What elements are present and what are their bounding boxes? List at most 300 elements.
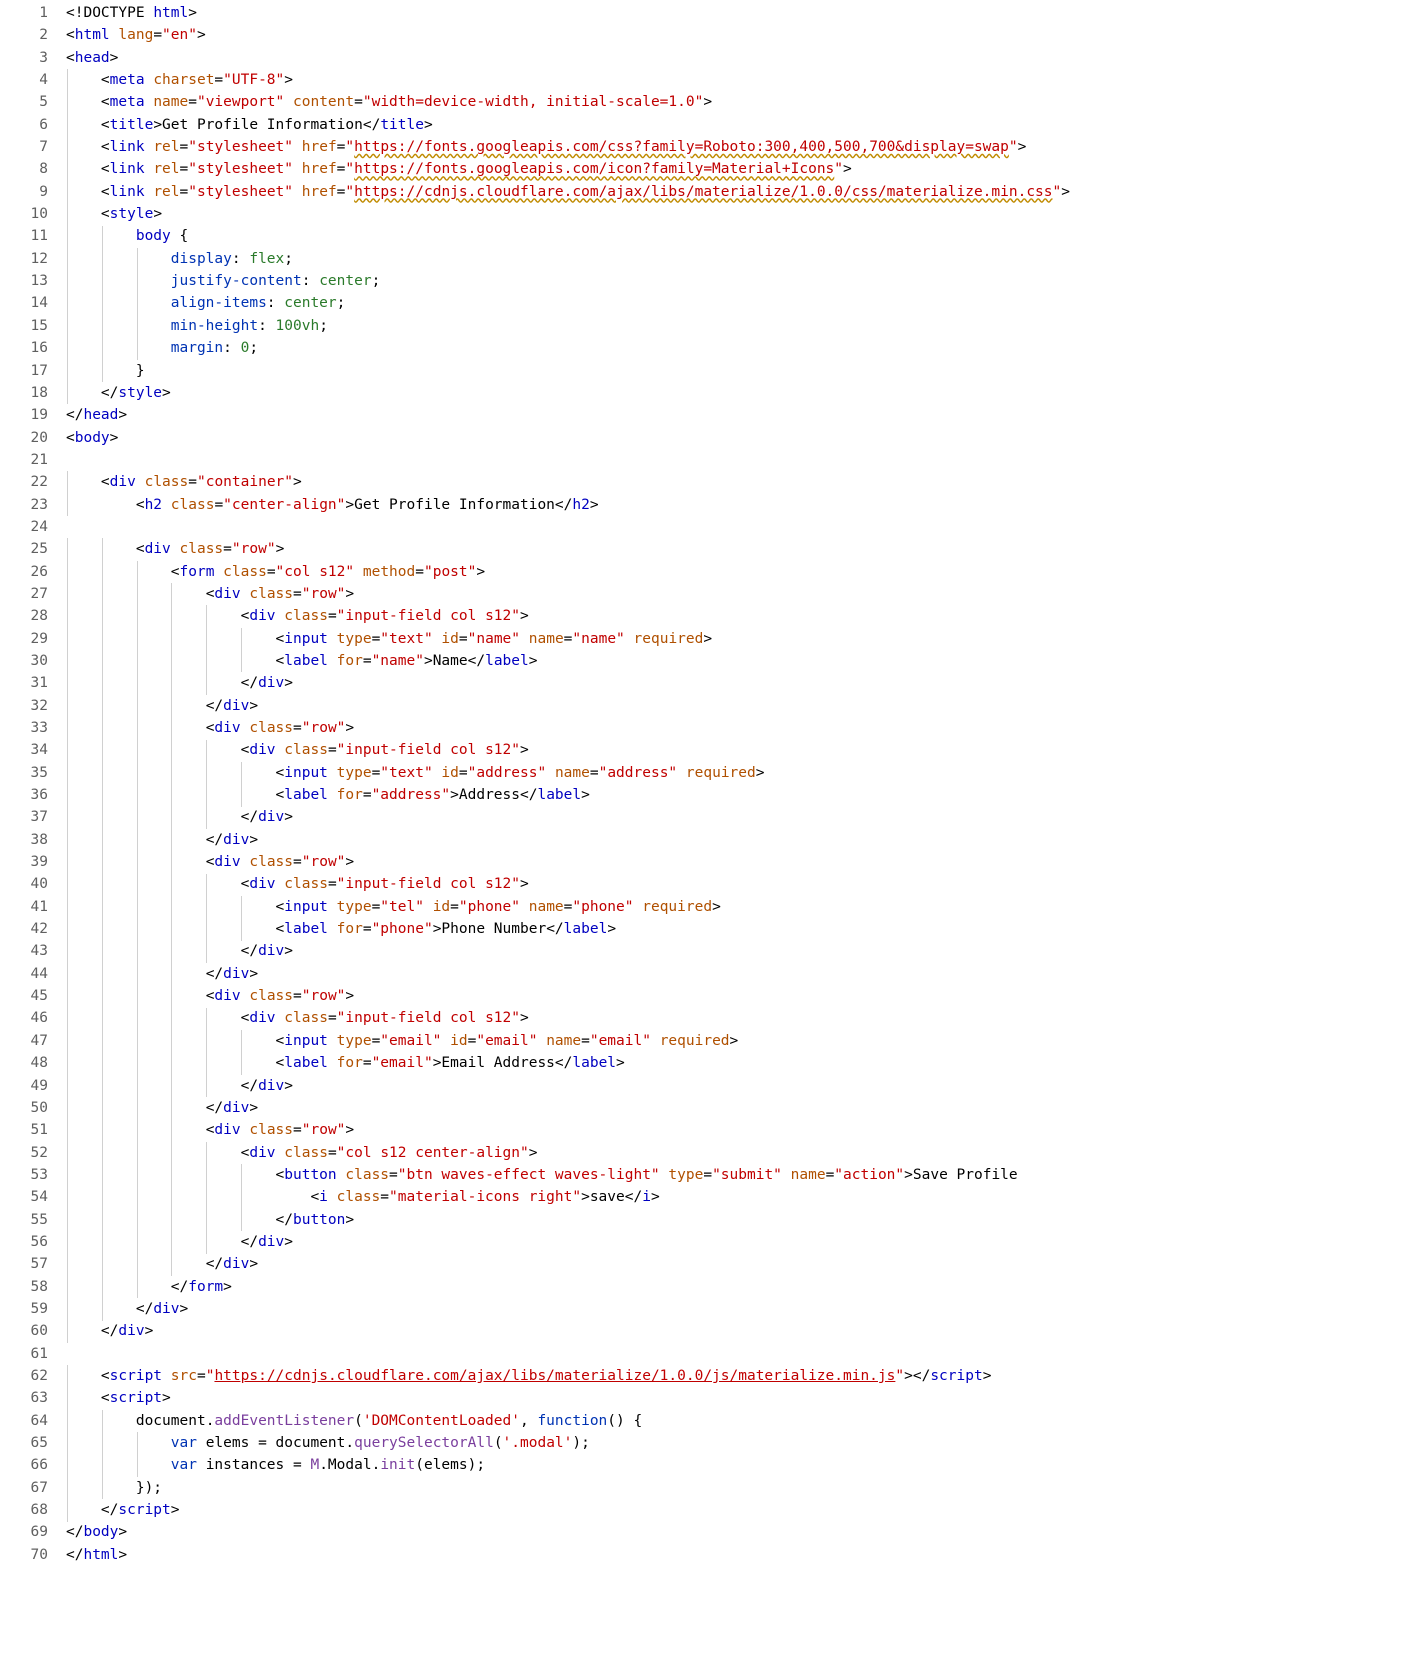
code-line[interactable] [0,1387,1407,1409]
token-link: https://fonts.googleapis.com/icon?family=Material+Icons [354,161,835,178]
token-punc: = [293,854,302,871]
token-txt [66,161,101,177]
token-tag: div [258,943,285,960]
code-line[interactable] [0,136,1407,158]
token-tag: div [109,474,136,491]
token-txt [66,1234,241,1250]
token-str: "post" [423,563,477,580]
code-text[interactable] [66,1365,1407,1387]
token-punc: = [266,563,276,580]
code-text[interactable] [66,337,1407,359]
token-punc: < [100,72,110,89]
token-punc: () { [607,1412,643,1429]
token-punc: > [607,921,617,938]
token-punc: > [249,697,259,714]
code-text[interactable] [66,136,1407,158]
code-text[interactable] [66,1142,1407,1164]
token-jsstr: 'DOMContentLoaded' [362,1412,520,1429]
code-line[interactable] [0,1119,1407,1141]
line-number: 62 [30,1367,48,1384]
token-punc: </ [624,1189,643,1206]
code-text[interactable] [66,739,1407,761]
code-line[interactable] [0,650,1407,672]
code-line[interactable] [0,583,1407,605]
code-line[interactable] [0,2,1407,24]
token-punc: = [467,1032,477,1049]
token-tag: title [380,116,424,133]
code-text[interactable] [66,1343,1407,1365]
code-text[interactable] [66,1454,1407,1476]
code-text[interactable] [66,494,1407,516]
token-punc: = [563,898,573,915]
token-str: "stylesheet" [188,139,294,156]
code-text[interactable] [66,1477,1407,1499]
token-attr: class [284,742,328,759]
code-line[interactable] [0,471,1407,493]
code-line[interactable] [0,829,1407,851]
token-punc: < [275,787,285,804]
token-punc: > [982,1367,992,1384]
code-line[interactable] [0,1343,1407,1365]
token-sel: body [135,228,171,245]
token-punc: > [188,5,197,21]
code-text[interactable] [66,896,1407,918]
token-attr: name [153,94,189,111]
token-str: "name" [467,630,521,647]
token-attr: rel [153,183,180,200]
token-punc: > [450,787,459,804]
token-str: "submit" [712,1166,782,1183]
token-txt [328,765,337,781]
code-text[interactable] [66,114,1407,136]
code-text[interactable] [66,784,1407,806]
line-number: 26 [30,563,48,580]
code-line[interactable] [0,404,1407,426]
code-line[interactable] [0,1030,1407,1052]
code-line[interactable] [0,963,1407,985]
code-line[interactable] [0,538,1407,560]
code-text[interactable] [66,292,1407,314]
line-number: 51 [30,1122,48,1139]
line-number: 42 [30,921,48,938]
code-text[interactable] [66,538,1407,560]
code-text[interactable] [66,1410,1407,1432]
code-line[interactable] [0,315,1407,337]
code-text[interactable] [66,1186,1407,1208]
token-punc: > [345,854,355,871]
token-txt [66,966,206,982]
code-text[interactable] [66,1052,1407,1074]
code-line[interactable] [0,382,1407,404]
code-text[interactable] [66,181,1407,203]
token-punc: < [170,563,180,580]
code-line[interactable] [0,337,1407,359]
token-txt [537,1033,546,1049]
token-tag: div [258,675,285,692]
token-punc: </ [205,965,224,982]
token-txt [171,228,180,244]
code-text[interactable] [66,203,1407,225]
code-line[interactable] [0,292,1407,314]
code-text[interactable] [66,940,1407,962]
token-attr: class [336,1189,381,1206]
token-attr: name [528,898,564,915]
token-punc: > [423,116,433,133]
code-line[interactable] [0,918,1407,940]
code-line[interactable] [0,561,1407,583]
code-line[interactable] [0,203,1407,225]
line-number: 3 [39,49,48,66]
token-punc: < [66,49,75,66]
token-txt [66,295,171,311]
token-str: "container" [196,474,294,491]
token-attr: class [223,563,267,580]
token-punc: </ [205,1099,224,1116]
code-text[interactable] [66,315,1407,337]
line-number: 8 [39,161,48,178]
code-text[interactable] [66,1276,1407,1298]
line-number: 58 [30,1278,48,1295]
code-text[interactable] [66,851,1407,873]
code-text[interactable] [66,650,1407,672]
code-text[interactable] [66,248,1407,270]
line-number: 54 [30,1189,48,1206]
token-punc: > [520,742,529,759]
token-punc: > [284,675,294,692]
code-line[interactable] [0,1164,1407,1186]
token-punc: = [336,183,346,200]
code-text[interactable] [66,1231,1407,1253]
token-punc: ; [249,340,259,357]
token-punc: > [345,720,355,736]
code-text[interactable] [66,1432,1407,1454]
code-line[interactable] [0,91,1407,113]
code-text[interactable] [66,91,1407,113]
token-punc: ; [371,273,381,290]
code-text[interactable] [66,270,1407,292]
code-text[interactable] [66,1075,1407,1097]
token-attr: rel [153,161,180,178]
token-str: "address" [371,787,451,804]
code-text[interactable] [66,1253,1407,1275]
token-txt: Name [432,652,468,669]
token-tag: link [109,161,145,178]
token-tag: form [179,563,215,580]
code-text[interactable] [66,1298,1407,1320]
code-line[interactable] [0,1298,1407,1320]
token-txt [66,1033,276,1049]
code-text[interactable] [66,1030,1407,1052]
code-line[interactable] [0,69,1407,91]
code-text[interactable] [66,1164,1407,1186]
code-text[interactable] [66,605,1407,627]
line-number: 70 [30,1546,48,1563]
code-line[interactable] [0,1276,1407,1298]
code-text[interactable] [66,427,1407,449]
code-text[interactable] [66,873,1407,895]
code-text[interactable] [66,628,1407,650]
token-tag: body [83,1524,119,1541]
line-number: 35 [30,764,48,781]
code-line[interactable] [0,1477,1407,1499]
code-line[interactable] [0,1142,1407,1164]
token-punc: ( [354,1412,363,1429]
token-punc: <!DOCTYPE [66,5,154,21]
token-attr: class [144,474,189,491]
code-text[interactable] [66,1521,1407,1543]
code-line[interactable] [0,181,1407,203]
code-text[interactable] [66,158,1407,180]
code-line[interactable] [0,784,1407,806]
token-tag: div [258,809,285,826]
token-punc: > [1017,139,1027,156]
token-punc: < [100,474,110,491]
token-txt [276,1010,285,1026]
line-number: 56 [30,1233,48,1250]
token-txt [66,564,171,580]
token-punc: = [188,94,197,111]
code-line[interactable] [0,1186,1407,1208]
token-punc: > [703,630,713,647]
code-line[interactable] [0,1499,1407,1521]
token-str: "email" [476,1032,538,1049]
token-txt [782,1167,791,1183]
token-punc: </ [100,384,119,401]
token-str: "tel" [380,898,424,915]
code-line[interactable] [0,1320,1407,1342]
token-str: "viewport" [196,94,285,111]
code-line[interactable] [0,248,1407,270]
code-line[interactable] [0,1097,1407,1119]
code-line[interactable] [0,1454,1407,1476]
token-str: " [345,139,355,156]
code-text[interactable] [66,225,1407,247]
token-txt [66,94,101,110]
token-tag: div [258,1233,285,1250]
code-text[interactable] [66,382,1407,404]
code-text[interactable] [66,360,1407,382]
token-attr: required [659,1032,730,1049]
code-text[interactable] [66,1544,1407,1566]
code-text[interactable] [66,1499,1407,1521]
token-punc: > [703,94,713,111]
code-text[interactable] [66,471,1407,493]
line-number: 13 [30,273,48,290]
code-text[interactable] [66,963,1407,985]
code-line[interactable] [0,449,1407,471]
token-punc: > [650,1189,660,1206]
code-line[interactable] [0,672,1407,694]
token-txt [66,876,241,892]
token-str: "row" [231,541,276,558]
code-line[interactable] [0,1231,1407,1253]
code-line[interactable] [0,851,1407,873]
token-punc: : [301,273,320,290]
code-line[interactable] [0,270,1407,292]
code-line[interactable] [0,717,1407,739]
code-line[interactable] [0,739,1407,761]
code-line[interactable] [0,114,1407,136]
token-attr: id [432,898,451,915]
code-text[interactable] [66,829,1407,851]
code-text[interactable] [66,404,1407,426]
code-text[interactable] [66,1097,1407,1119]
token-punc: </ [362,116,381,133]
token-attr: class [249,854,294,871]
token-punc: > [284,943,294,960]
token-punc: > [581,1189,590,1206]
code-line[interactable] [0,1521,1407,1543]
code-text[interactable] [66,1007,1407,1029]
code-text[interactable] [66,561,1407,583]
token-txt [66,1122,206,1138]
token-punc: < [205,854,215,871]
token-cssprop: align-items [170,295,267,312]
code-text[interactable] [66,762,1407,784]
token-punc: > [249,831,259,848]
token-punc: > [712,898,721,915]
token-tag: label [537,787,582,804]
token-punc: > [153,206,163,223]
token-txt [162,497,171,513]
token-punc: > [345,496,355,513]
code-text[interactable] [66,1320,1407,1342]
code-lines-container [0,2,1407,1566]
token-attr: id [450,1032,468,1049]
token-punc: = [179,161,189,178]
code-text[interactable] [66,1119,1407,1141]
token-txt [66,832,206,848]
token-txt: Save Profile [912,1166,1018,1183]
code-line[interactable] [0,47,1407,69]
token-attr: required [633,630,704,647]
code-line[interactable] [0,940,1407,962]
line-number: 65 [30,1435,48,1451]
code-line[interactable] [0,806,1407,828]
token-txt [171,541,180,557]
token-fn: M [310,1457,320,1474]
token-txt [145,94,154,110]
code-line[interactable] [0,873,1407,895]
code-text[interactable] [66,583,1407,605]
code-line[interactable] [0,1544,1407,1566]
code-line[interactable] [0,985,1407,1007]
token-str: "row" [301,1122,346,1139]
token-punc: = [336,161,346,178]
code-text[interactable] [66,1387,1407,1409]
code-text[interactable] [66,69,1407,91]
token-punc: </ [240,1233,259,1250]
code-line[interactable] [0,1432,1407,1454]
code-text[interactable] [66,672,1407,694]
code-text[interactable] [66,806,1407,828]
token-attr: required [642,898,713,915]
code-line[interactable] [0,1052,1407,1074]
token-punc: < [240,608,250,625]
code-text[interactable] [66,24,1407,46]
code-line[interactable] [0,1365,1407,1387]
code-line[interactable] [0,762,1407,784]
line-number: 7 [39,139,48,156]
code-line[interactable] [0,1075,1407,1097]
token-txt [441,1033,450,1049]
token-punc: = [293,988,302,1005]
code-text[interactable] [66,695,1407,717]
token-punc: = [458,764,468,781]
token-attr: class [284,608,328,625]
token-punc: </ [912,1367,931,1384]
token-punc: = [581,1032,590,1049]
token-tag: label [284,652,328,669]
token-punc: < [100,1367,110,1384]
token-tag: div [249,876,276,893]
code-line[interactable] [0,516,1407,538]
code-text[interactable] [66,918,1407,940]
line-number: 16 [30,340,48,357]
code-line[interactable] [0,605,1407,627]
code-text[interactable] [66,516,1407,538]
code-line[interactable] [0,427,1407,449]
token-punc: > [196,27,206,44]
code-line[interactable] [0,1253,1407,1275]
token-punc: > [755,764,765,781]
token-str: "row" [301,585,346,602]
token-punc: < [66,429,75,446]
token-tag: body [74,429,110,446]
code-line[interactable] [0,225,1407,247]
token-punc: = [293,1122,302,1139]
code-line[interactable] [0,628,1407,650]
code-line[interactable] [0,1410,1407,1432]
code-line[interactable] [0,158,1407,180]
token-str: "btn waves-effect waves-light" [397,1166,660,1183]
token-str: " [205,1367,215,1384]
token-txt: instances = [196,1457,311,1474]
token-punc: </ [100,1502,119,1519]
code-text[interactable] [66,47,1407,69]
token-txt [276,608,285,624]
code-text[interactable] [66,449,1407,471]
token-txt [66,206,101,222]
code-line[interactable] [0,1007,1407,1029]
token-cssprop: justify-content [170,273,302,290]
token-txt [66,1167,276,1183]
token-punc: < [205,988,215,1005]
code-text[interactable] [66,1209,1407,1231]
token-punc: </ [66,1546,84,1563]
line-number: 36 [30,787,48,804]
code-text[interactable] [66,985,1407,1007]
token-txt [66,363,136,379]
code-text[interactable] [66,2,1407,24]
token-fn: querySelectorAll [354,1435,494,1451]
code-line[interactable] [0,695,1407,717]
code-line[interactable] [0,1209,1407,1231]
token-link: https://cdnjs.cloudflare.com/ajax/libs/materialize/1.0.0/js/materialize.min.js [214,1367,896,1384]
token-attr: class [284,1010,328,1027]
code-line[interactable] [0,494,1407,516]
line-number: 47 [30,1032,48,1049]
code-text[interactable] [66,717,1407,739]
token-cssprop: display [170,250,232,267]
token-str: "UTF-8" [223,72,285,89]
code-line[interactable] [0,896,1407,918]
token-txt [328,1033,337,1049]
token-punc: > [423,652,433,669]
code-line[interactable] [0,360,1407,382]
token-str: "name" [371,652,424,669]
code-line[interactable] [0,24,1407,46]
